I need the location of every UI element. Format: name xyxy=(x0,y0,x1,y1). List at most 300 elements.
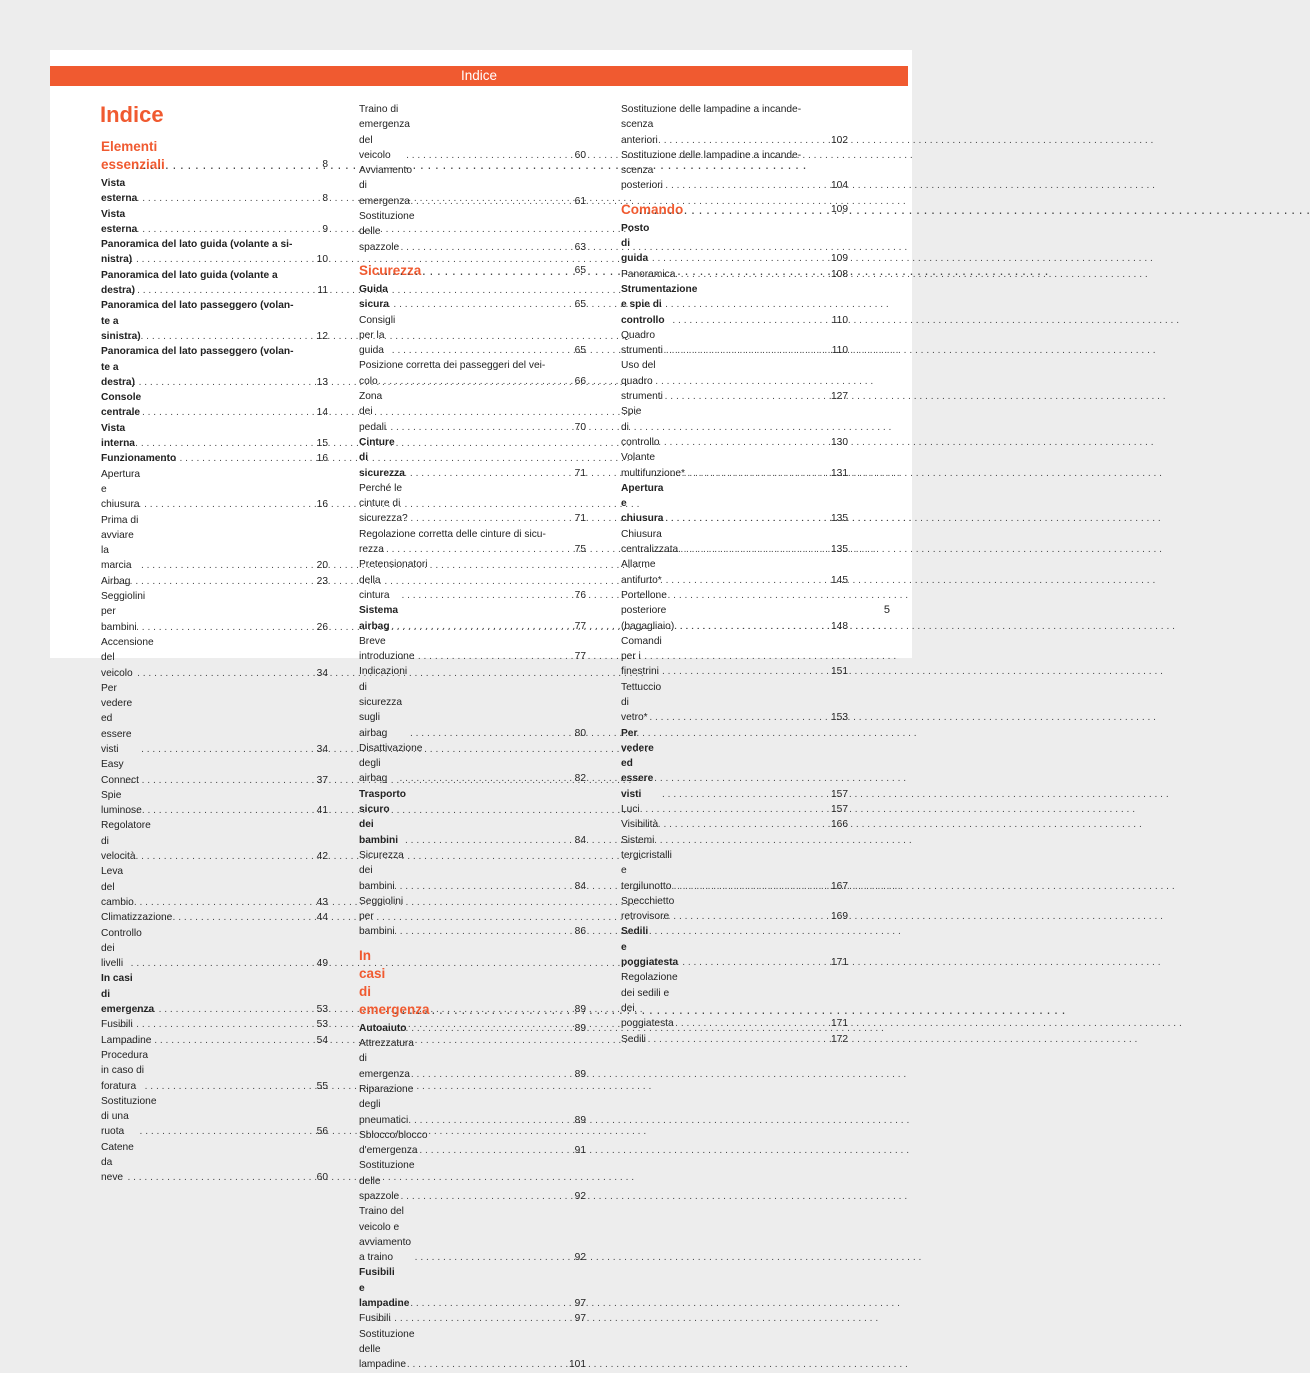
dot-leader xyxy=(393,466,572,481)
dot-leader xyxy=(402,1143,571,1158)
toc-page-number: 110 xyxy=(831,314,848,326)
toc-entry-title: Cinture di sicurezza xyxy=(359,436,405,479)
toc-entry[interactable] xyxy=(101,252,328,267)
toc-page-number: 84 xyxy=(574,834,586,846)
toc-entry-title: Riparazione degli pneumatici xyxy=(359,1083,414,1126)
dot-leader xyxy=(125,222,319,237)
toc-page-number: 157 xyxy=(831,804,848,816)
toc-entry[interactable] xyxy=(621,450,848,481)
toc-entry-title: Fusibili xyxy=(359,1313,391,1325)
toc-entry[interactable] xyxy=(621,481,848,527)
toc-entry[interactable] xyxy=(621,680,848,726)
dot-leader xyxy=(649,343,829,358)
dot-leader xyxy=(654,955,828,970)
dot-leader xyxy=(675,1016,828,1031)
toc-entry-title: Prima di avviare la marcia xyxy=(101,514,139,572)
dot-leader xyxy=(415,1250,572,1265)
dot-leader xyxy=(656,664,828,679)
toc-entry[interactable] xyxy=(101,757,328,788)
dot-leader xyxy=(648,178,828,193)
toc-entry-title: Climatizzazione xyxy=(101,912,173,924)
toc-entry[interactable] xyxy=(359,603,586,634)
toc-entry[interactable] xyxy=(359,1311,586,1326)
dot-leader xyxy=(649,573,828,588)
toc-page-number: 97 xyxy=(574,1313,586,1325)
toc-entry[interactable] xyxy=(359,542,586,557)
dot-leader xyxy=(131,405,314,420)
dot-leader xyxy=(128,895,313,910)
toc-entry-title: In casi di emergenza xyxy=(359,947,430,1017)
dot-leader xyxy=(401,1357,566,1372)
dot-leader xyxy=(140,1124,314,1139)
dot-leader xyxy=(394,879,572,894)
toc-page-number: 16 xyxy=(316,499,328,511)
toc-entry-title: Sblocco/blocco d'emergenza xyxy=(359,1129,428,1157)
dot-leader xyxy=(401,588,571,603)
toc-page-number: 130 xyxy=(831,436,848,448)
toc-entry-title: Per vedere ed essere visti xyxy=(101,682,133,755)
toc-entry-title: Sostituzione delle spazzole xyxy=(359,211,415,253)
toc-entry[interactable] xyxy=(101,1094,328,1140)
toc-entry-title: te a destra) xyxy=(101,361,135,388)
toc-page-number: 77 xyxy=(574,651,586,663)
toc-page-number: 66 xyxy=(574,375,586,387)
toc-entry[interactable] xyxy=(359,163,586,209)
toc-page-number: 75 xyxy=(574,544,586,556)
toc-page-number: 171 xyxy=(831,1018,848,1030)
dot-leader xyxy=(385,420,572,435)
toc-page-number: 41 xyxy=(316,805,328,817)
toc-page-number: 92 xyxy=(574,1252,586,1264)
dot-leader xyxy=(114,283,314,298)
toc-entry-title: Sostituzione delle lampadine a incande- xyxy=(621,104,802,115)
toc-entry[interactable] xyxy=(621,163,848,194)
toc-page-number: 89 xyxy=(574,1003,586,1015)
toc-entry-title: Allarme antifurto* xyxy=(621,559,662,586)
dot-leader xyxy=(654,511,828,526)
toc-entry-title: Sostituzione delle lampadine xyxy=(359,1328,415,1371)
toc-entry-line xyxy=(101,268,328,283)
dot-leader xyxy=(628,802,828,817)
toc-entry[interactable] xyxy=(621,970,848,1031)
toc-page-number: 104 xyxy=(831,180,848,192)
dot-leader xyxy=(114,1017,314,1032)
toc-entry[interactable] xyxy=(359,313,586,359)
dot-leader xyxy=(113,574,314,589)
toc-entry-title: Sostituzione di una ruota xyxy=(101,1095,157,1138)
dot-leader xyxy=(145,1079,314,1094)
toc-entry[interactable] xyxy=(101,467,328,513)
toc-entry[interactable] xyxy=(101,589,328,635)
toc-entry-title: Panoramica xyxy=(621,268,676,280)
dot-leader xyxy=(386,619,572,634)
toc-page-number: 80 xyxy=(574,727,586,739)
dot-leader xyxy=(129,451,314,466)
toc-entry[interactable] xyxy=(359,102,586,163)
toc-section-heading[interactable] xyxy=(359,947,586,1019)
toc-entry-title: Consigli per la guida xyxy=(359,314,396,357)
toc-page-number: 135 xyxy=(831,544,848,556)
toc-entry[interactable] xyxy=(101,314,328,345)
dot-leader xyxy=(668,619,828,634)
toc-entry[interactable] xyxy=(101,513,328,574)
toc-entry-title: Elementi essenziali xyxy=(101,139,165,172)
toc-entry[interactable] xyxy=(359,389,586,435)
toc-page-number: 23 xyxy=(316,575,328,587)
toc-entry[interactable] xyxy=(621,221,848,267)
dot-leader xyxy=(382,297,572,312)
dot-leader xyxy=(131,956,314,971)
toc-page-number: 13 xyxy=(316,376,328,388)
toc-entry-title: Traino di emergenza del veicolo xyxy=(359,104,410,161)
toc-entry-title: Strumentazione e spie di controllo xyxy=(621,283,698,326)
toc-entry-title: Panoramica del lato passeggero (volan- xyxy=(101,300,294,312)
toc-page-number: 167 xyxy=(831,880,848,892)
toc-column-2 xyxy=(359,102,586,1373)
toc-entry[interactable] xyxy=(621,802,848,817)
dot-leader xyxy=(392,343,572,358)
toc-entry-title: Posizione corretta dei passeggeri del vei- xyxy=(359,360,546,372)
toc-entry[interactable] xyxy=(101,574,328,589)
toc-entry[interactable] xyxy=(101,971,328,1017)
toc-entry[interactable] xyxy=(621,282,848,328)
toc-entry[interactable] xyxy=(621,833,848,894)
toc-entry[interactable] xyxy=(101,1017,328,1032)
toc-entry-title: te a sinistra) xyxy=(101,315,141,342)
toc-entry-line xyxy=(621,102,848,117)
dot-leader xyxy=(141,742,314,757)
toc-entry[interactable] xyxy=(101,910,328,925)
toc-section-heading[interactable] xyxy=(359,262,586,280)
toc-entry-title: Fusibili xyxy=(101,1019,133,1031)
toc-entry[interactable] xyxy=(101,1140,328,1186)
dot-leader xyxy=(656,909,828,924)
dot-leader xyxy=(672,313,828,328)
dot-leader xyxy=(124,436,314,451)
dot-leader xyxy=(127,1170,313,1185)
toc-section-heading[interactable] xyxy=(621,201,848,219)
toc-entry-title: Tettuccio di vetro* xyxy=(621,681,662,724)
dot-leader xyxy=(125,773,314,788)
toc-entry[interactable] xyxy=(101,864,328,910)
dot-leader xyxy=(394,924,572,939)
toc-entry-title: Sedili xyxy=(621,1033,646,1045)
toc-entry[interactable] xyxy=(621,267,848,282)
toc-entry-line xyxy=(101,344,328,359)
dot-leader xyxy=(124,329,314,344)
toc-page-number: 55 xyxy=(316,1080,328,1092)
toc-entry[interactable] xyxy=(359,435,586,481)
toc-entry[interactable] xyxy=(101,390,328,421)
toc-page-number: 92 xyxy=(574,1191,586,1202)
toc-page-number: 76 xyxy=(574,589,586,601)
toc-entry[interactable] xyxy=(359,1327,586,1373)
dot-leader xyxy=(399,194,572,209)
dot-leader xyxy=(401,1189,572,1204)
toc-page-number: 71 xyxy=(574,513,586,525)
toc-entry[interactable] xyxy=(101,207,328,238)
dot-leader xyxy=(641,267,828,282)
toc-entry[interactable] xyxy=(101,788,328,819)
toc-page-number: 16 xyxy=(316,453,328,465)
toc-page-number: 63 xyxy=(574,241,586,253)
dot-leader xyxy=(406,148,572,163)
toc-entry[interactable] xyxy=(621,894,848,925)
toc-page-number: 151 xyxy=(831,666,848,678)
toc-entry[interactable] xyxy=(621,328,848,359)
toc-page-number: 166 xyxy=(831,819,848,831)
toc-entry-title: Traino del veicolo e avviamento a traino xyxy=(359,1206,412,1264)
toc-entry-title: Zona dei pedali xyxy=(359,391,387,433)
toc-entry-title: Avviamento di emergenza xyxy=(359,165,413,207)
toc-page-number: 89 xyxy=(574,1068,586,1080)
toc-entry[interactable] xyxy=(621,634,848,680)
toc-page-number: 37 xyxy=(316,774,328,786)
toc-entry-title: Sistemi tergicristalli e tergilunotto xyxy=(621,834,672,892)
toc-page-number: 172 xyxy=(831,1033,848,1045)
toc-entry-title: Funzionamento xyxy=(101,453,177,465)
toc-entry-title: Panoramica del lato guida (volante a xyxy=(101,269,278,281)
dot-leader xyxy=(631,1032,828,1047)
toc-page-number: 148 xyxy=(831,620,848,632)
toc-entry[interactable] xyxy=(621,817,848,832)
toc-entry-title: Vista esterna xyxy=(101,178,138,205)
dot-leader xyxy=(659,389,828,404)
toc-entry-title: Comando xyxy=(621,201,684,217)
toc-entry-title: Accensione del veicolo xyxy=(101,636,154,679)
toc-page-number: 145 xyxy=(831,574,848,586)
toc-page-number: 77 xyxy=(574,620,586,632)
toc-entry-title: Airbag xyxy=(101,575,131,587)
toc-entry-line xyxy=(359,358,586,373)
toc-entry-title: Lampadine xyxy=(101,1034,152,1046)
toc-entry[interactable] xyxy=(359,1036,586,1082)
toc-page-number: 109 xyxy=(831,203,848,215)
dot-leader xyxy=(377,262,572,280)
toc-entry-line xyxy=(101,237,328,252)
toc-page-number: 135 xyxy=(831,513,848,525)
toc-entry[interactable] xyxy=(101,1048,328,1094)
toc-entry-title: Sedili e poggiatesta xyxy=(621,926,679,969)
toc-entry-title: Autoaiuto xyxy=(359,1022,407,1034)
toc-entry[interactable] xyxy=(621,557,848,588)
dot-leader xyxy=(125,191,319,206)
toc-entry[interactable] xyxy=(621,924,848,970)
toc-entry-title: destra) xyxy=(101,285,135,297)
toc-page-number: 61 xyxy=(574,195,586,207)
dot-leader xyxy=(635,817,828,832)
toc-page-number: 84 xyxy=(574,880,586,892)
toc-page-number: 14 xyxy=(316,407,328,419)
toc-page-number: 108 xyxy=(831,268,848,280)
toc-page-number: 102 xyxy=(831,134,848,146)
toc-entry-title: Panoramica del lato passeggero (volan- xyxy=(101,346,294,358)
dot-leader xyxy=(136,1002,314,1017)
toc-entry-title: Easy Connect xyxy=(101,759,139,786)
toc-page-number: 60 xyxy=(316,1172,328,1184)
toc-entry-title: Indicazioni di sicurezza sugli airbag xyxy=(359,666,408,739)
toc-entry[interactable] xyxy=(359,741,586,787)
toc-section-heading[interactable] xyxy=(101,138,328,174)
toc-entry[interactable] xyxy=(359,1265,586,1311)
toc-page-number: 11 xyxy=(317,285,328,297)
toc-entry-title: Comandi per i finestrini xyxy=(621,635,662,678)
dot-leader xyxy=(135,156,319,174)
toc-page-number: 110 xyxy=(831,345,848,357)
toc-page-number: 9 xyxy=(322,223,328,235)
toc-entry-title: Regolatore di velocità xyxy=(101,820,151,863)
toc-entry[interactable] xyxy=(359,634,586,665)
toc-entry-title: Quadro strumenti xyxy=(621,329,663,357)
dot-leader xyxy=(125,803,314,818)
toc-entry-title: Per vedere ed essere visti xyxy=(621,727,654,800)
toc-page-number: 44 xyxy=(316,912,328,924)
toc-page-number: 153 xyxy=(831,712,848,724)
toc-entry-title: Console centrale xyxy=(101,392,142,419)
toc-entry[interactable] xyxy=(621,1032,848,1047)
toc-page-number: 169 xyxy=(831,911,848,923)
toc-entry-title: In casi di emergenza xyxy=(101,973,155,1016)
toc-page-number: 82 xyxy=(574,773,586,785)
toc-entry[interactable] xyxy=(101,283,328,298)
toc-entry-title: Regolazione corretta delle cinture di sicu- xyxy=(359,528,546,540)
toc-page-number: 8 xyxy=(322,159,328,170)
dot-leader xyxy=(127,910,313,925)
toc-entry[interactable] xyxy=(621,404,848,450)
toc-page-number: 49 xyxy=(316,958,328,970)
toc-page-number: 34 xyxy=(316,667,328,679)
toc-entry[interactable] xyxy=(359,282,586,313)
toc-entry-title: nistra) xyxy=(101,254,133,266)
dot-leader xyxy=(401,240,572,255)
toc-entry-title: Panoramica del lato guida (volante a si- xyxy=(101,239,293,251)
dot-leader xyxy=(136,620,314,635)
toc-entry-title: Seggiolini per bambini xyxy=(101,591,146,633)
dot-leader xyxy=(133,497,314,512)
toc-entry[interactable] xyxy=(359,209,586,255)
toc-page-number: 131 xyxy=(831,467,848,479)
dot-leader xyxy=(639,201,828,219)
toc-entry[interactable] xyxy=(621,588,848,634)
dot-leader xyxy=(141,558,314,573)
toc-entry[interactable] xyxy=(101,421,328,452)
toc-page-number: 53 xyxy=(316,1004,328,1016)
toc-entry-title: rezza xyxy=(359,544,384,556)
toc-entry[interactable] xyxy=(101,635,328,681)
toc-entry-title: Sostituzione delle spazzole xyxy=(359,1160,415,1202)
toc-entry[interactable] xyxy=(101,681,328,757)
toc-page-number: 91 xyxy=(574,1145,586,1157)
toc-entry-title: Specchietto retrovisore xyxy=(621,895,675,923)
toc-entry-title: Pretensionatori della cintura xyxy=(359,559,428,601)
toc-page-number: 101 xyxy=(569,1359,586,1371)
toc-entry[interactable] xyxy=(359,1204,586,1265)
toc-entry[interactable] xyxy=(359,787,586,848)
toc-entry[interactable] xyxy=(621,527,848,558)
toc-entry-title: Disattivazione degli airbag xyxy=(359,742,423,785)
toc-entry-title: colo xyxy=(359,375,378,387)
toc-entry[interactable] xyxy=(101,926,328,972)
dot-leader xyxy=(137,666,314,681)
toc-page-number: 65 xyxy=(574,299,586,311)
toc-entry-title: Chiusura centralizzata xyxy=(621,528,679,556)
toc-entry[interactable] xyxy=(359,481,586,527)
toc-entry-title: Controllo dei livelli xyxy=(101,927,142,970)
toc-column-1 xyxy=(101,138,328,1186)
toc-entry-title: Attrezzatura di emergenza xyxy=(359,1038,414,1080)
toc-page-number: 20 xyxy=(316,560,328,572)
toc-entry-title: Regolazione dei sedili e dei poggiatesta xyxy=(621,972,678,1030)
toc-entry-title: Posto di guida xyxy=(621,222,650,265)
dot-leader xyxy=(369,542,572,557)
dot-leader xyxy=(403,1113,572,1128)
toc-page-number: 54 xyxy=(316,1034,328,1046)
toc-entry[interactable] xyxy=(359,1082,586,1128)
toc-page-number: 42 xyxy=(316,851,328,863)
toc-entry-title: Portellone posteriore (bagagliaio) xyxy=(621,589,675,632)
toc-entry[interactable] xyxy=(101,360,328,391)
toc-entry-title: Leva del cambio xyxy=(101,866,134,908)
toc-entry-title: Seggiolini per bambini xyxy=(359,895,404,938)
toc-page-number: 53 xyxy=(316,1019,328,1031)
toc-entry[interactable] xyxy=(621,726,848,802)
toc-entry[interactable] xyxy=(101,176,328,207)
toc-entry-title: Apertura e chiusura xyxy=(101,468,141,511)
toc-entry-line xyxy=(101,298,328,313)
dot-leader xyxy=(405,511,572,526)
toc-entry-title: Uso del quadro strumenti xyxy=(621,360,663,403)
toc-entry[interactable] xyxy=(359,1128,586,1159)
dot-leader xyxy=(120,1033,313,1048)
toc-page-number: 34 xyxy=(316,743,328,755)
toc-entry-title: scenza anteriori xyxy=(621,119,658,146)
toc-column-3 xyxy=(621,102,848,1047)
toc-entry[interactable] xyxy=(359,848,586,894)
dot-leader xyxy=(372,1311,572,1326)
toc-entry-title: Sostituzione delle lampadine a incande- xyxy=(621,149,802,161)
document-page xyxy=(50,50,912,1371)
dot-leader xyxy=(647,435,828,450)
toc-entry-title: Sistema airbag xyxy=(359,605,399,632)
toc-page-number: 97 xyxy=(574,1298,586,1310)
dot-leader xyxy=(399,771,571,786)
toc-entry[interactable] xyxy=(101,451,328,466)
toc-entry[interactable] xyxy=(359,664,586,740)
toc-page-number: 56 xyxy=(316,1126,328,1138)
dot-leader xyxy=(410,726,572,741)
toc-entry[interactable] xyxy=(359,557,586,603)
toc-entry-title: Fusibili e lampadine xyxy=(359,1267,410,1310)
toc-entry[interactable] xyxy=(101,818,328,864)
toc-entry-title: Procedura in caso di foratura xyxy=(101,1049,149,1092)
toc-entry[interactable] xyxy=(621,117,848,148)
dot-leader xyxy=(662,787,828,802)
toc-page-number: 171 xyxy=(831,957,848,969)
toc-entry[interactable] xyxy=(359,894,586,940)
toc-entry-title: Visibilità xyxy=(621,819,659,831)
toc-entry[interactable] xyxy=(359,374,586,389)
toc-entry[interactable] xyxy=(359,1158,586,1204)
toc-entry[interactable] xyxy=(621,358,848,404)
toc-entry-title: Trasporto sicuro dei bambini xyxy=(359,788,406,846)
toc-page-number: 60 xyxy=(574,149,586,161)
toc-entry[interactable] xyxy=(359,1021,586,1036)
toc-entry[interactable] xyxy=(101,1033,328,1048)
toc-page-number: 157 xyxy=(831,788,848,800)
dot-leader xyxy=(646,251,828,266)
dot-leader xyxy=(668,879,828,894)
dot-leader xyxy=(655,466,828,481)
